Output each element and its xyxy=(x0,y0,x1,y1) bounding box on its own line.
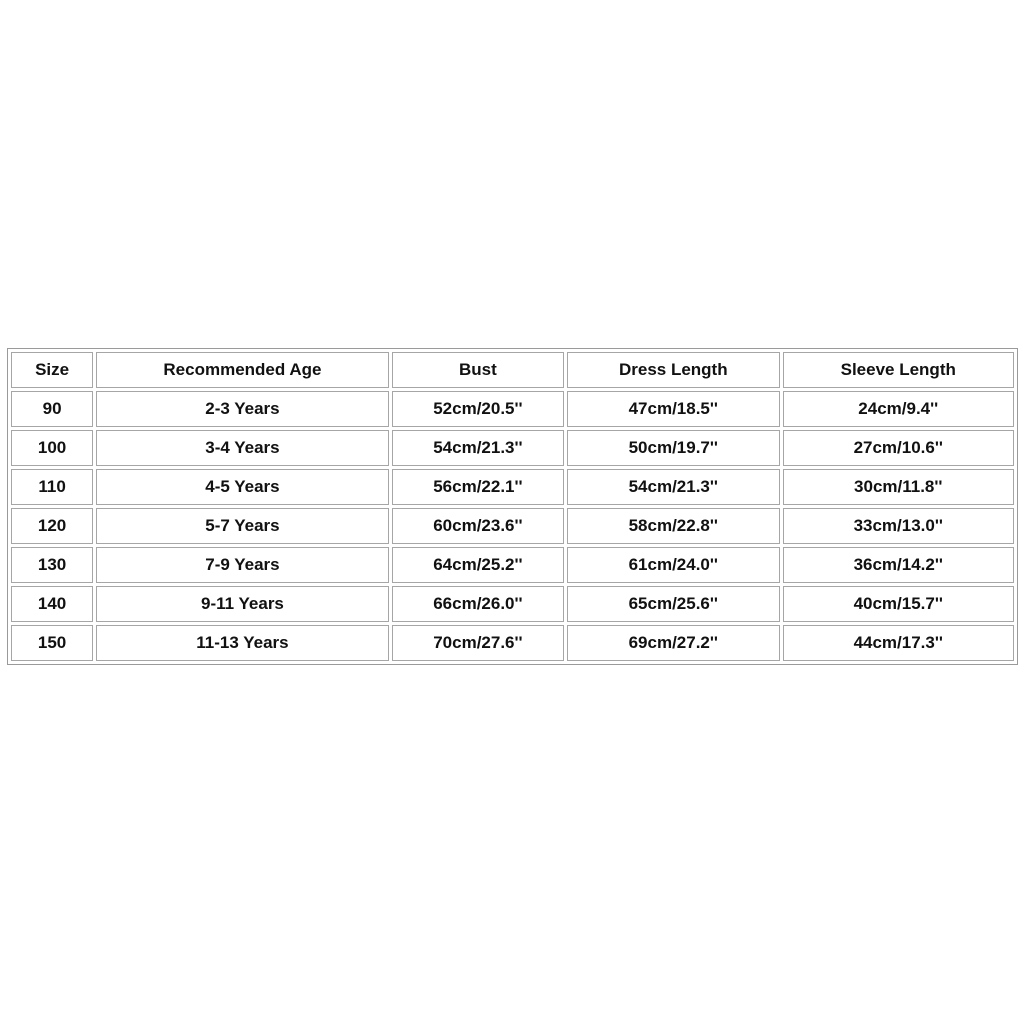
cell-dress-length: 47cm/18.5'' xyxy=(567,391,779,427)
cell-bust: 56cm/22.1'' xyxy=(392,469,564,505)
table-row xyxy=(11,625,1014,661)
cell-bust: 52cm/20.5'' xyxy=(392,391,564,427)
cell-size: 90 xyxy=(11,391,93,427)
cell-dress-length: 69cm/27.2'' xyxy=(567,625,779,661)
cell-size: 100 xyxy=(11,430,93,466)
header-size: Size xyxy=(11,352,93,388)
cell-bust: 64cm/25.2'' xyxy=(392,547,564,583)
header-recommended-age: Recommended Age xyxy=(96,352,389,388)
table-row xyxy=(11,508,1014,544)
cell-sleeve-length: 30cm/11.8'' xyxy=(783,469,1015,505)
cell-sleeve-length: 40cm/15.7'' xyxy=(783,586,1015,622)
cell-size: 110 xyxy=(11,469,93,505)
cell-age: 5-7 Years xyxy=(96,508,389,544)
header-dress-length: Dress Length xyxy=(567,352,779,388)
cell-age: 11-13 Years xyxy=(96,625,389,661)
cell-sleeve-length: 44cm/17.3'' xyxy=(783,625,1015,661)
cell-sleeve-length: 36cm/14.2'' xyxy=(783,547,1015,583)
cell-dress-length: 58cm/22.8'' xyxy=(567,508,779,544)
cell-age: 9-11 Years xyxy=(96,586,389,622)
cell-dress-length: 65cm/25.6'' xyxy=(567,586,779,622)
cell-age: 4-5 Years xyxy=(96,469,389,505)
table-row xyxy=(11,430,1014,466)
cell-sleeve-length: 33cm/13.0'' xyxy=(783,508,1015,544)
cell-sleeve-length: 27cm/10.6'' xyxy=(783,430,1015,466)
cell-sleeve-length: 24cm/9.4'' xyxy=(783,391,1015,427)
cell-age: 3-4 Years xyxy=(96,430,389,466)
header-sleeve-length: Sleeve Length xyxy=(783,352,1015,388)
cell-size: 150 xyxy=(11,625,93,661)
cell-dress-length: 54cm/21.3'' xyxy=(567,469,779,505)
cell-age: 7-9 Years xyxy=(96,547,389,583)
cell-size: 130 xyxy=(11,547,93,583)
table-row xyxy=(11,547,1014,583)
cell-bust: 70cm/27.6'' xyxy=(392,625,564,661)
cell-dress-length: 50cm/19.7'' xyxy=(567,430,779,466)
cell-bust: 60cm/23.6'' xyxy=(392,508,564,544)
header-bust: Bust xyxy=(392,352,564,388)
cell-size: 120 xyxy=(11,508,93,544)
cell-age: 2-3 Years xyxy=(96,391,389,427)
table-row xyxy=(11,469,1014,505)
cell-size: 140 xyxy=(11,586,93,622)
cell-bust: 54cm/21.3'' xyxy=(392,430,564,466)
table-row xyxy=(11,391,1014,427)
table-header-row xyxy=(11,352,1014,388)
table-row xyxy=(11,586,1014,622)
cell-bust: 66cm/26.0'' xyxy=(392,586,564,622)
size-chart-table xyxy=(7,348,1018,665)
cell-dress-length: 61cm/24.0'' xyxy=(567,547,779,583)
